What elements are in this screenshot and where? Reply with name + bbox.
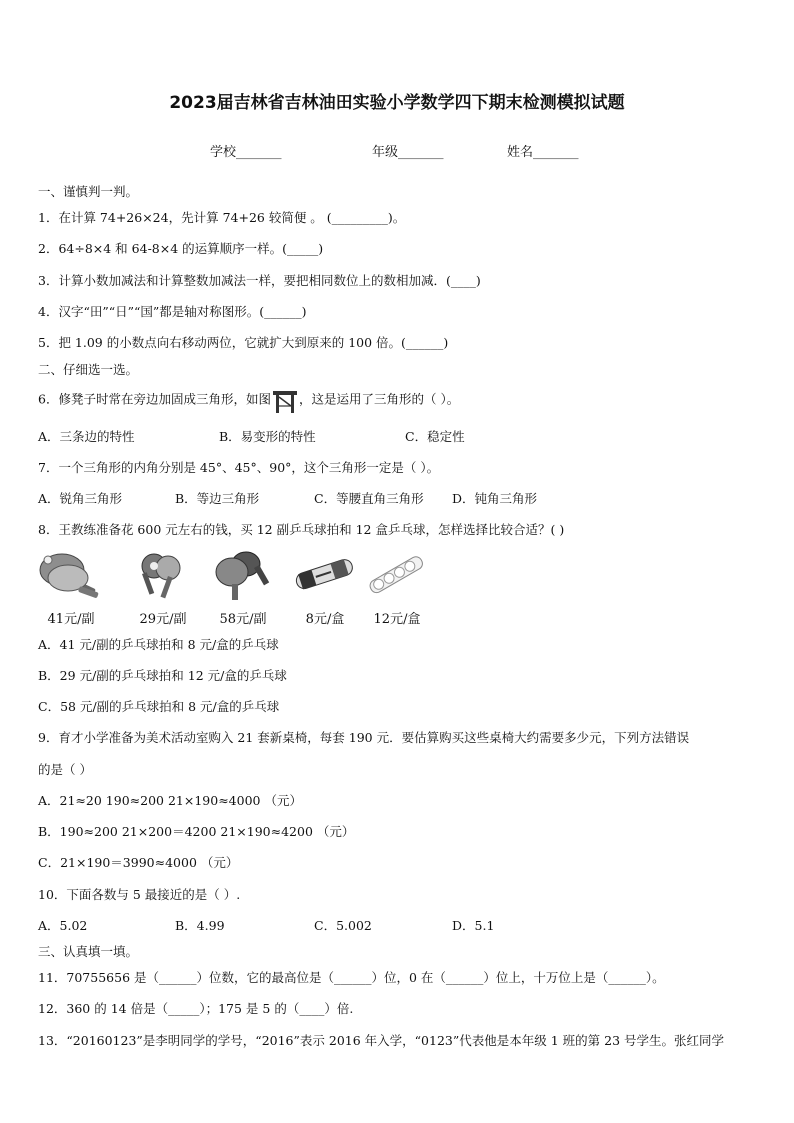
q8-option-c: C．58 元/副的乒乓球拍和 8 元/盒的乒乓球 (38, 699, 280, 714)
ball-box-1-icon (290, 548, 360, 604)
q6-option-c: C．稳定性 (405, 429, 465, 444)
ball-box-2-icon (362, 548, 432, 604)
question-1: 1．在计算 74+26×24，先计算 74+26 较简便 。 (_________)。 (38, 210, 406, 225)
product-pictures (36, 548, 436, 630)
paddle-pair-2 (128, 548, 198, 630)
q10-option-d: D．5.1 (452, 918, 495, 933)
question-8: 8．王教练准备花 600 元左右的钱，买 12 副乒乓球拍和 12 盒乒乓球，怎样选择比较合适？( ) (38, 522, 565, 537)
question-10: 10．下面各数与 5 最接近的是（ ）. (38, 887, 241, 902)
paddle-pair-3 (208, 548, 278, 630)
paddle-pair-2-icon (128, 548, 198, 604)
question-6-text-a: 6．修凳子时常在旁边加固成三角形，如图 (38, 391, 271, 407)
price-label-4: 8元/盒 (305, 612, 345, 627)
q9-option-b: B．190≈200 21×200＝4200 21×190≈4200 （元） (38, 824, 355, 839)
price-label-5: 12元/盒 (373, 612, 421, 627)
q7-option-b: B．等边三角形 (175, 491, 260, 506)
question-13: 13．“20160123”是李明同学的学号，“2016”表示 2016 年入学，“0123”代表他是本年级 1 班的第 23 号学生。张红同学 (38, 1033, 725, 1048)
school-field: 学校_______ (210, 145, 282, 160)
question-12: 12．360 的 14 倍是（_____）；175 是 5 的（____）倍. (38, 1001, 354, 1016)
q6-option-b: B．易变形的特性 (219, 429, 316, 444)
q7-option-c: C．等腰直角三角形 (314, 491, 424, 506)
question-11: 11．70755656 是（______）位数，它的最高位是（______）位，0 在（______）位上，十万位上是（______）。 (38, 970, 665, 985)
section-heading-3: 三、认真填一填。 (38, 944, 139, 959)
paddle-pair-1 (36, 548, 106, 630)
stool-figure (271, 386, 299, 414)
q6-option-a: A．三条边的特性 (38, 429, 135, 444)
question-9-line-1: 9．育才小学准备为美术活动室购入 21 套新桌椅，每套 190 元．要估算购买这些桌椅大约需要多少元，下列方法错误 (38, 730, 690, 745)
paddle-pair-3-icon (208, 548, 278, 604)
q10-option-a: A．5.02 (38, 918, 88, 933)
price-label-2: 29元/副 (139, 612, 187, 627)
section-heading-1: 一、谨慎判一判。 (38, 184, 139, 199)
ball-box-1 (290, 548, 360, 630)
ball-box-2 (362, 548, 432, 630)
question-5: 5．把 1.09 的小数点向右移动两位，它就扩大到原来的 100 倍。(______) (38, 335, 449, 350)
q8-option-a: A．41 元/副的乒乓球拍和 8 元/盒的乒乓球 (38, 637, 279, 652)
paddle-pair-1-icon (36, 548, 106, 604)
grade-field: 年级_______ (372, 145, 444, 160)
question-9-line-2: 的是（ ） (38, 762, 92, 777)
q9-option-c: C．21×190＝3990≈4000 （元） (38, 855, 239, 870)
price-label-1: 41元/副 (47, 612, 95, 627)
question-4: 4．汉字“田”“日”“国”都是轴对称图形。(______) (38, 304, 307, 319)
q10-option-b: B．4.99 (175, 918, 225, 933)
page-title: 2023届吉林省吉林油田实验小学数学四下期末检测模拟试题 (169, 93, 625, 113)
question-6-text-b: ，这是运用了三角形的（ ）。 (298, 391, 460, 407)
q10-option-c: C．5.002 (314, 918, 372, 933)
question-6 (38, 386, 459, 414)
question-2: 2．64÷8×4 和 64-8×4 的运算顺序一样。(_____) (38, 241, 324, 256)
q7-option-d: D．钝角三角形 (452, 491, 538, 506)
price-label-3: 58元/副 (219, 612, 267, 627)
question-3: 3．计算小数加减法和计算整数加减法一样，要把相同数位上的数相加减．(____) (38, 273, 481, 288)
question-7: 7．一个三角形的内角分别是 45°、45°、90°，这个三角形一定是（ ）。 (38, 460, 440, 475)
q8-option-b: B．29 元/副的乒乓球拍和 12 元/盒的乒乓球 (38, 668, 287, 683)
section-heading-2: 二、仔细选一选。 (38, 362, 139, 377)
q7-option-a: A．锐角三角形 (38, 491, 123, 506)
q9-option-a: A．21≈20 190≈200 21×190≈4000 （元） (38, 793, 302, 808)
name-field: 姓名_______ (507, 145, 579, 160)
